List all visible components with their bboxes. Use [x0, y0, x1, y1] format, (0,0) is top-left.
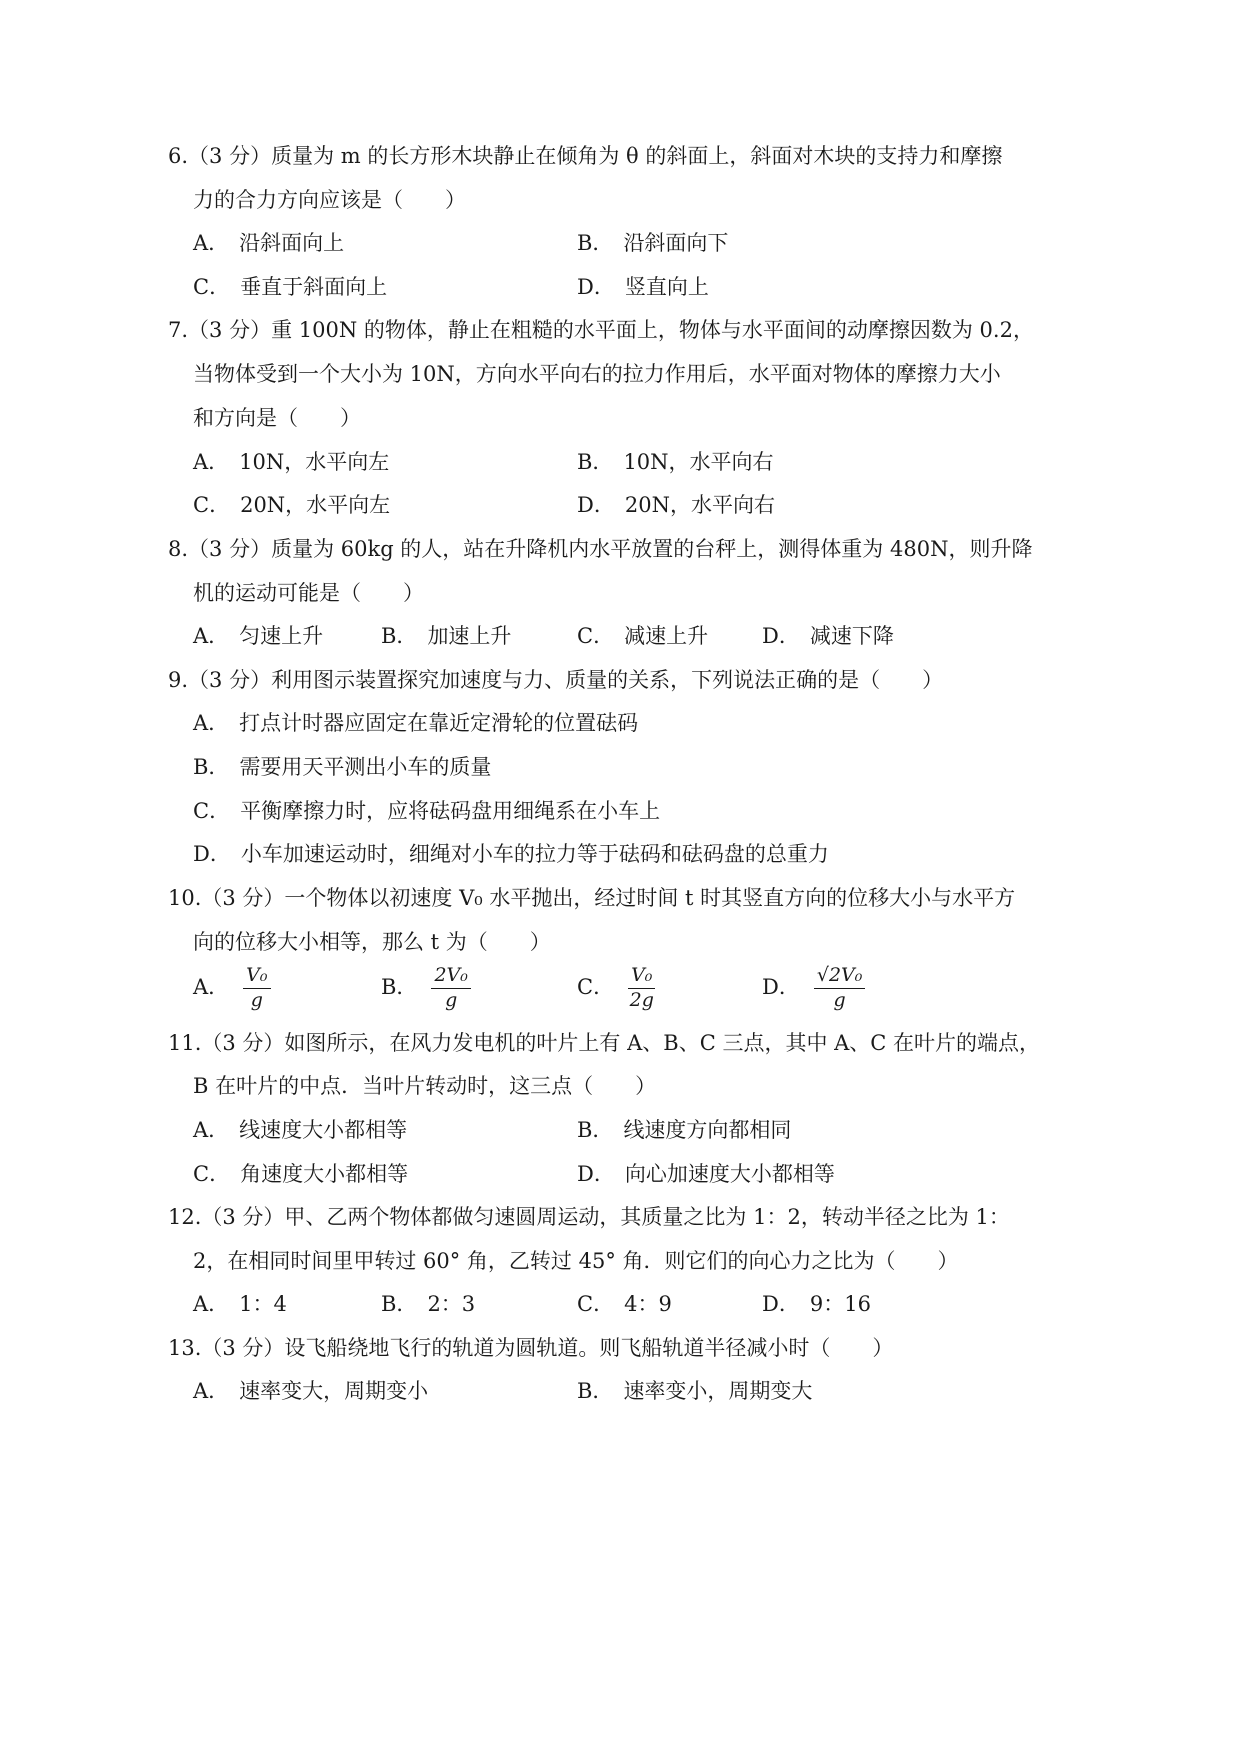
- question-8-line-1: 8.（3 分）质量为 60kg 的人，站在升降机内水平放置的台秤上，测得体重为 480N，则升降: [168, 537, 1033, 561]
- fraction: $\frac{\text{2V₀}}{g}$: [431, 966, 470, 1011]
- question-12-line-1: 12.（3 分）甲、乙两个物体都做匀速圆周运动，其质量之比为 1：2，转动半径之比为 1：: [168, 1205, 1010, 1229]
- question-10-line-2: 向的位移大小相等，那么 t 为（ ）: [193, 930, 551, 954]
- question-8-option-d: D． 减速下降: [762, 624, 894, 648]
- question-7-option-a: A． 10N，水平向左: [193, 450, 390, 474]
- question-9-option-b: B． 需要用天平测出小车的质量: [193, 755, 492, 779]
- question-11-line-2: B 在叶片的中点．当叶片转动时，这三点（ ）: [193, 1074, 657, 1098]
- question-9-option-d: D． 小车加速运动时，细绳对小车的拉力等于砝码和砝码盘的总重力: [193, 842, 829, 866]
- question-12-option-d: D． 9：16: [762, 1292, 871, 1316]
- question-10-option-a: A． $\frac{\text{V₀}}{g}$: [193, 966, 271, 1011]
- question-8-line-2: 机的运动可能是（ ）: [193, 581, 424, 605]
- question-7-line-1: 7.（3 分）重 100N 的物体，静止在粗糙的水平面上，物体与水平面间的动摩擦因数为 0.2，: [168, 318, 1034, 342]
- question-6-option-c: C． 垂直于斜面向上: [193, 275, 388, 299]
- question-10-option-b: B． $\frac{\text{2V₀}}{g}$: [381, 966, 471, 1011]
- question-7-line-2: 当物体受到一个大小为 10N，方向水平向右的拉力作用后，水平面对物体的摩擦力大小: [193, 362, 1001, 386]
- question-12-option-c: C． 4：9: [577, 1292, 672, 1316]
- question-10-option-d: D． $\frac{\text{√2V₀}}{g}$: [762, 966, 865, 1011]
- question-11-option-a: A． 线速度大小都相等: [193, 1118, 408, 1142]
- question-6-option-d: D． 竖直向上: [577, 275, 709, 299]
- question-10-line-1: 10.（3 分）一个物体以初速度 V₀ 水平抛出，经过时间 t 时其竖直方向的位移大小与水平方: [168, 886, 1016, 910]
- question-9-line-1: 9.（3 分）利用图示装置探究加速度与力、质量的关系，下列说法正确的是（ ）: [168, 668, 944, 692]
- question-11-option-c: C． 角速度大小都相等: [193, 1162, 409, 1186]
- question-13-option-a: A． 速率变大，周期变小: [193, 1379, 429, 1403]
- question-12-option-b: B． 2：3: [381, 1292, 476, 1316]
- question-6-option-a: A． 沿斜面向上: [193, 231, 345, 255]
- question-10-option-c: C． $\frac{\text{V₀}}{2g}$: [577, 964, 654, 1011]
- fraction: $\frac{\text{V₀}}{2g}$: [629, 964, 654, 1011]
- question-8-option-b: B． 加速上升: [381, 624, 512, 648]
- question-11-option-d: D． 向心加速度大小都相等: [577, 1162, 835, 1186]
- question-11-line-1: 11.（3 分）如图所示，在风力发电机的叶片上有 A、B、C 三点，其中 A、C 在叶片的端点，: [168, 1031, 1041, 1055]
- question-7-line-3: 和方向是（ ）: [193, 406, 361, 430]
- question-8-option-c: C． 减速上升: [577, 624, 709, 648]
- question-12-line-2: 2，在相同时间里甲转过 60° 角，乙转过 45° 角．则它们的向心力之比为（ ）: [193, 1249, 959, 1273]
- question-8-option-a: A． 匀速上升: [193, 624, 324, 648]
- fraction: $\frac{\text{√2V₀}}{g}$: [814, 966, 866, 1011]
- question-7-option-b: B． 10N，水平向右: [577, 450, 774, 474]
- question-13-option-b: B． 速率变小，周期变大: [577, 1379, 813, 1403]
- question-6-option-b: B． 沿斜面向下: [577, 231, 729, 255]
- fraction: $\frac{\text{V₀}}{g}$: [243, 966, 270, 1011]
- question-13-line-1: 13.（3 分）设飞船绕地飞行的轨道为圆轨道。则飞船轨道半径减小时（ ）: [168, 1336, 894, 1360]
- question-7-option-c: C． 20N，水平向左: [193, 493, 391, 517]
- question-11-option-b: B． 线速度方向都相同: [577, 1118, 792, 1142]
- question-9-option-a: A． 打点计时器应固定在靠近定滑轮的位置砝码: [193, 711, 639, 735]
- question-6-line-2: 力的合力方向应该是（ ）: [193, 188, 466, 212]
- question-6-line-1: 6.（3 分）质量为 m 的长方形木块静止在倾角为 θ 的斜面上，斜面对木块的支持力和摩擦: [168, 144, 1003, 168]
- question-12-option-a: A． 1：4: [193, 1292, 287, 1316]
- question-9-option-c: C． 平衡摩擦力时，应将砝码盘用细绳系在小车上: [193, 799, 661, 823]
- question-7-option-d: D． 20N，水平向右: [577, 493, 775, 517]
